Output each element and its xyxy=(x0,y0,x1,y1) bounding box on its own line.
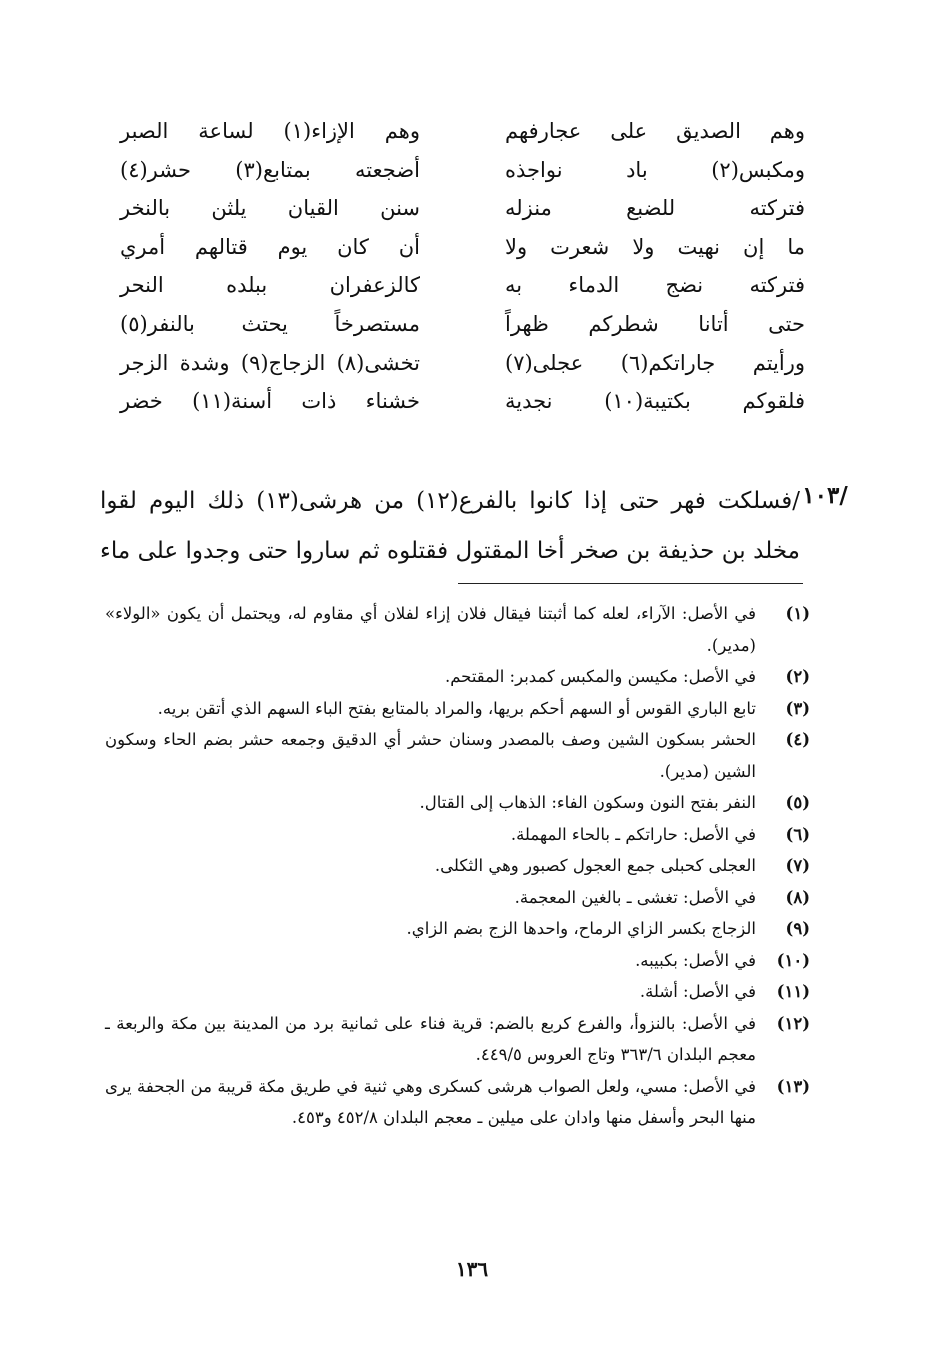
poem-verse: فتركته للضبع منزله xyxy=(505,196,805,221)
poem-left-column xyxy=(120,112,420,421)
footnote-divider xyxy=(458,583,803,584)
footnote-text: في الأصل: أشلة. xyxy=(639,982,756,1001)
footnote-text: في الأصل: حاراتكم ـ بالحاء المهملة. xyxy=(510,824,756,844)
footnote-text: الزجاج بكسر الزاي الرماح، واحدها الزج بضم الزاي. xyxy=(406,919,756,938)
footnote-text: في الأصل: الآراء، لعله كما أثبتنا فيقال فلان إزاء لفلان أي مقاوم له، ويحتمل أن يكون «الولاء» (مدير). xyxy=(105,604,756,655)
footnote-number: (١٠) xyxy=(776,950,810,970)
footnote xyxy=(105,819,810,851)
poem-verse: سنن القيان يلثن بالنخر xyxy=(120,196,420,221)
poem-verse: ما إن نهيت ولا شعرت ولا xyxy=(505,234,805,259)
page-number: ١٣٦ xyxy=(455,1257,489,1281)
footnote-text: الحشر بسكون الشين وصف بالمصدر وسنان حشر أي الدقيق وجمعه حشر بضم الحاء وسكون الشين (مدير). xyxy=(105,730,756,781)
poem-verse: فلقوكم بكتيبة(١٠) نجدية xyxy=(505,389,805,414)
footnote-number: (٥) xyxy=(785,793,810,812)
footnote xyxy=(105,661,810,693)
footnote-text: تابع الباري القوس أو السهم أحكم بريها، والمراد بالمتابع بفتح الباء السهم الذي أتقن بريه. xyxy=(157,698,756,718)
footnote-number: (٦) xyxy=(785,824,810,844)
poem-verse: فتركته نضج الدماء به xyxy=(505,273,805,298)
footnote-text: العجلى كحبلى جمع العجول كصبور وهي الثكلى. xyxy=(434,856,756,875)
footnote-text: في الأصل: بالنزوأ، والفرع كربع بالضم: قرية فناء على ثمانية برد من المدينة بين مكة والربعة ـ معجم البلدان ٣٦٣/٦ وتاج العروس ٤٤٩/٥. xyxy=(105,1013,756,1064)
footnote-number: (١٢) xyxy=(776,1013,810,1033)
footnote-text: في الأصل: مكيسن والمكبس كمدبر: المقتحم. xyxy=(444,667,756,686)
footnote xyxy=(105,913,810,945)
poem-verse: خشناء ذات أسنة(١١) خضر xyxy=(120,389,420,414)
footnote xyxy=(105,850,810,882)
footnote-number: (١) xyxy=(785,604,810,623)
footnote-number: (٢) xyxy=(785,667,810,686)
footnote xyxy=(105,1071,810,1134)
footnote xyxy=(105,598,810,661)
footnote-number: (٨) xyxy=(785,887,810,907)
poem-verse: حتى أتانا شطركم ظهراً xyxy=(505,311,805,336)
poem-verse: وهم الإزاء(١) لساعة الصبر xyxy=(120,119,420,143)
poem-right-column xyxy=(505,112,805,421)
poem-verse: ومكبس(٢) باد نواجذه xyxy=(505,157,805,182)
footnote-text: النفر بفتح النون وسكون الفاء: الذهاب إلى القتال. xyxy=(419,793,756,812)
paragraph-number: /١٠٣ xyxy=(802,482,848,509)
footnote xyxy=(105,882,810,914)
footnote xyxy=(105,945,810,977)
poem-verse: أضجعته بمتابع(٣) حشر(٤) xyxy=(120,157,420,182)
footnotes xyxy=(105,598,810,1134)
poem-verse: كالزعفران ببلده النحر xyxy=(120,273,420,298)
poem-verse: ورأيتم جاراتكم(٦) عجلى(٧) xyxy=(505,350,806,375)
footnote-text: في الأصل: تغشى ـ بالغين المعجمة. xyxy=(514,887,756,907)
poem-verse: مستصرخاً يحتث بالنفر(٥) xyxy=(120,311,420,336)
footnote-number: (٧) xyxy=(785,856,810,875)
poem-verse: تخشى(٨) الزجاج(٩) وشدة الزجر xyxy=(120,350,420,375)
footnote-number: (١٣) xyxy=(776,1076,810,1096)
footnote-number: (١١) xyxy=(776,982,810,1001)
footnote xyxy=(105,787,810,819)
footnote-text: في الأصل: بكبيبه. xyxy=(635,950,756,970)
poem-verse: وهم الصديق على عجارفهم xyxy=(505,119,805,143)
poem-verse: أن كان يوم قتالهم أمري xyxy=(120,234,420,259)
footnote xyxy=(105,1008,810,1071)
footnote-number: (٤) xyxy=(785,730,810,749)
footnote-number: (٩) xyxy=(785,919,810,938)
footnote-text: في الأصل: مسي، ولعل الصواب هرشى كسكرى وهي ثنية في طريق مكة قريبة من الجحفة يرى منها البحر وأسفل منها وادان على ميلين ـ معجم البلدان ٤٥٢/٨ و٤٥٣. xyxy=(105,1076,756,1127)
footnote-number: (٣) xyxy=(785,698,810,718)
footnote xyxy=(105,693,810,725)
paragraph-text: /فسلكت فهر حتى إذا كانوا بالفرع(١٢) من هرشى(١٣) ذلك اليوم لقوا مخلد بن حذيفة بن صخر أخا المقتول فقتلوه ثم ساروا حتى وجدوا على ماء xyxy=(100,488,800,564)
footnote xyxy=(105,724,810,787)
footnote xyxy=(105,976,810,1008)
